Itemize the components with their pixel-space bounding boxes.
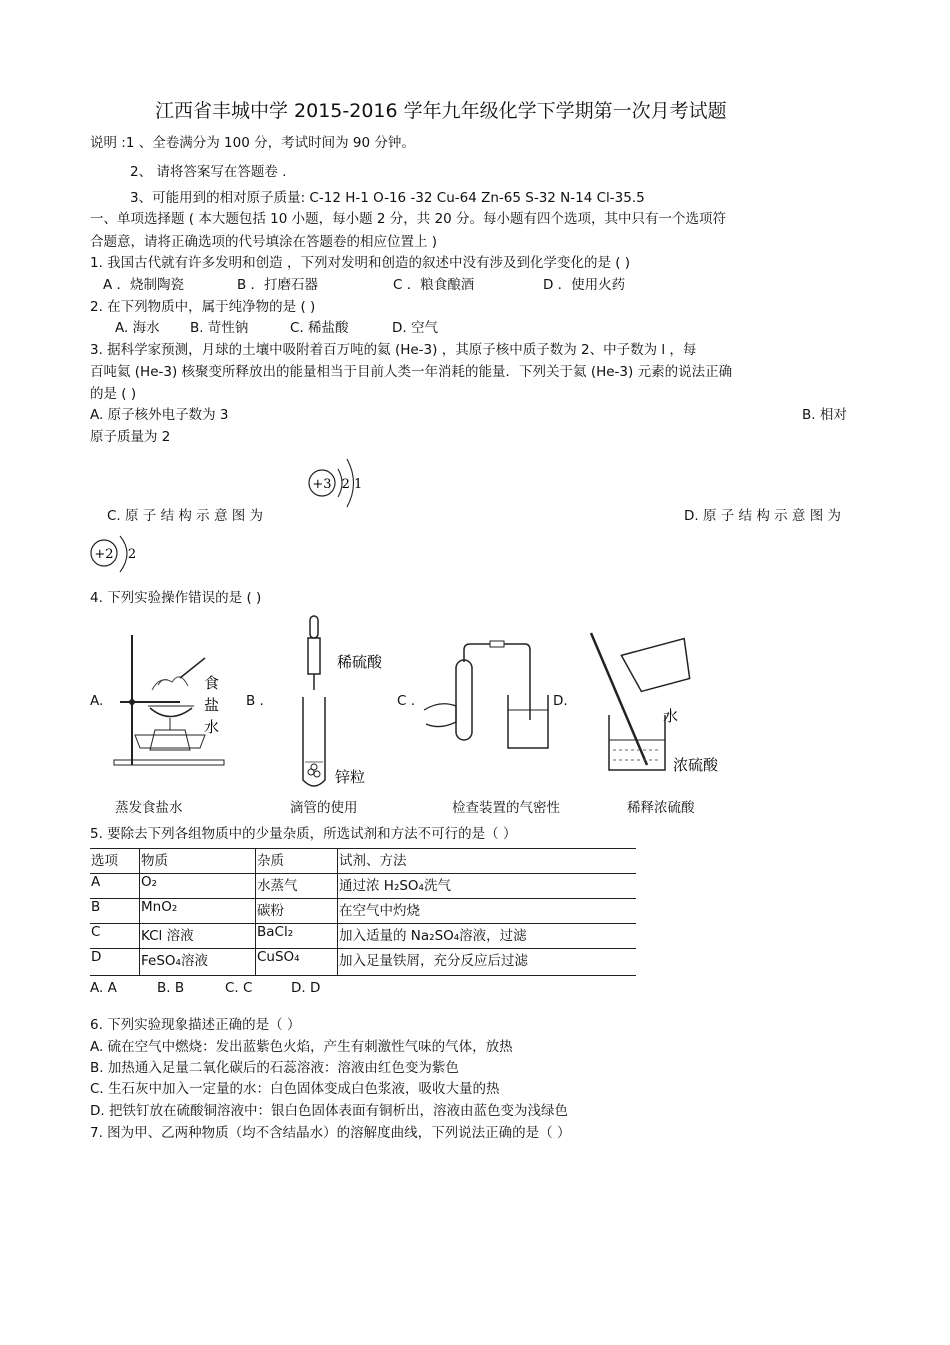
note-2: 2、 请将答案写在答题卷 . (130, 164, 287, 180)
table-cell: C (90, 924, 140, 949)
figure-dropper (295, 612, 405, 792)
question-3-option-c: C. 原 子 结 构 示 意 图 为 (107, 508, 264, 524)
question-3-option-b: B. 相对 (802, 407, 847, 423)
table-cell: CuSO₄ (256, 949, 338, 976)
page-title: 江西省丰城中学 2015-2016 学年九年级化学下学期第一次月考试题 (155, 100, 727, 122)
question-2-option-c: C. 稀盐酸 (290, 320, 349, 336)
section-heading-cont: 合题意，请将正确选项的代号填涂在答题卷的相应位置上 ) (90, 234, 438, 250)
nucleus-label-d: +2 (94, 547, 114, 562)
atom-diagram-c (300, 445, 370, 521)
question-4-stem: 4. 下列实验操作错误的是 ( ) (90, 590, 262, 606)
question-3-line-2: 百吨氦 (He-3) 核聚变所释放出的能量相当于目前人类一年消耗的能量．下列关于氦 (He-3) 元素的说法正确 (90, 364, 733, 380)
question-2-option-a: A. 海水 (115, 320, 160, 336)
table-cell: 碳粉 (256, 899, 338, 924)
figure-a-letter: A. (90, 693, 104, 709)
question-3-line-3: 的是 ( ) (90, 386, 137, 402)
shell-electrons-d: 2 (127, 547, 137, 562)
question-5-option-c: C. C (225, 980, 253, 996)
table-cell: BaCl₂ (256, 924, 338, 949)
table-header: 物质 (140, 849, 256, 874)
table-cell: FeSO₄溶液 (140, 949, 256, 976)
section-heading: 一、单项选择题 ( 本大题包括 10 小题，每小题 2 分，共 20 分。每小题有四个选项，其中只有一个选项符 (90, 211, 727, 227)
table-cell: 在空气中灼烧 (338, 899, 637, 924)
figure-b-letter: B . (246, 693, 264, 709)
figure-dilute-acid (585, 625, 735, 775)
question-6-option-b: B. 加热通入足量二氧化碳后的石蕊溶液：溶液由红色变为紫色 (90, 1060, 459, 1076)
note-1: 说明 :1 、全卷满分为 100 分，考试时间为 90 分钟。 (90, 135, 415, 151)
salt-water-label-1: 食 (204, 674, 220, 692)
table-row (90, 874, 636, 899)
table-cell: KCl 溶液 (140, 924, 256, 949)
figure-airtightness (420, 640, 550, 755)
conc-acid-label: 浓硫酸 (673, 756, 719, 774)
table-cell: 通过浓 H₂SO₄洗气 (338, 874, 637, 899)
question-5-option-d: D. D (291, 980, 321, 996)
dilute-acid-label: 稀硫酸 (337, 653, 383, 671)
table-header: 选项 (90, 849, 140, 874)
question-5-option-b: B. B (157, 980, 185, 996)
question-1-option-d: D ．使用火药 (543, 277, 626, 293)
caption-b: 滴管的使用 (290, 800, 358, 816)
question-2-stem: 2. 在下列物质中，属于纯净物的是 ( ) (90, 299, 316, 315)
question-3-option-b-cont: 原子质量为 2 (90, 429, 171, 445)
table-row (90, 924, 636, 949)
question-2-option-d: D. 空气 (392, 320, 438, 336)
table-header: 杂质 (256, 849, 338, 874)
question-3-option-a: A. 原子核外电子数为 3 (90, 407, 229, 423)
note-3: 3、可能用到的相对原子质量: C-12 H-1 O-16 -32 Cu-64 Zn-65 S-32 N-14 Cl-35.5 (130, 190, 645, 206)
zinc-label: 锌粒 (335, 768, 366, 786)
question-1-option-a: A ．烧制陶瓷 (103, 277, 185, 293)
table-cell: B (90, 899, 140, 924)
caption-c: 检查装置的气密性 (452, 800, 560, 816)
atom-diagram-d (88, 530, 144, 578)
water-label: 水 (663, 707, 679, 725)
impurity-table (90, 848, 636, 976)
table-cell: D (90, 949, 140, 976)
shell-electrons-c: 2 1 (341, 477, 363, 492)
question-6-stem: 6. 下列实验现象描述正确的是（ ） (90, 1017, 301, 1033)
question-5-stem: 5. 要除去下列各组物质中的少量杂质，所选试剂和方法不可行的是（ ） (90, 826, 517, 842)
nucleus-label-c: +3 (312, 477, 332, 492)
table-cell: A (90, 874, 140, 899)
table-cell: 水蒸气 (256, 874, 338, 899)
question-6-option-c: C. 生石灰中加入一定量的水：白色固体变成白色浆液，吸收大量的热 (90, 1081, 500, 1097)
question-6-option-d: D. 把铁钉放在硫酸铜溶液中：银白色固体表面有铜析出，溶液由蓝色变为浅绿色 (90, 1103, 568, 1119)
figure-d-letter: D. (553, 693, 568, 709)
caption-a: 蒸发食盐水 (115, 800, 183, 816)
question-1-stem: 1. 我国古代就有许多发明和创造 ，下列对发明和创造的叙述中没有涉及到化学变化的是 ( ) (90, 255, 631, 271)
question-2-option-b: B. 苛性钠 (190, 320, 249, 336)
question-7-stem: 7. 图为甲、乙两种物质（均不含结晶水）的溶解度曲线，下列说法正确的是（ ） (90, 1125, 571, 1141)
question-3-line-1: 3. 据科学家预测，月球的土壤中吸附着百万吨的氦 (He-3) ，其原子核中质子数为 2、中子数为 l ，每 (90, 342, 697, 358)
table-cell: 加入适量的 Na₂SO₄溶液，过滤 (338, 924, 637, 949)
table-cell: O₂ (140, 874, 256, 899)
salt-water-label-2: 盐 (204, 696, 220, 714)
question-6-option-a: A. 硫在空气中燃烧：发出蓝紫色火焰，产生有刺激性气味的气体，放热 (90, 1039, 513, 1055)
caption-d: 稀释浓硫酸 (627, 800, 695, 816)
table-header: 试剂、方法 (338, 849, 637, 874)
question-5-option-a: A. A (90, 980, 117, 996)
figure-evaporation (110, 630, 235, 770)
table-cell: MnO₂ (140, 899, 256, 924)
question-1-option-b: B ．打磨石器 (237, 277, 319, 293)
figure-c-letter: C . (397, 693, 416, 709)
question-1-option-c: C ．粮食酿酒 (393, 277, 475, 293)
table-row (90, 949, 636, 976)
salt-water-label-3: 水 (204, 718, 220, 736)
table-header-row (90, 849, 636, 874)
question-3-option-d: D. 原 子 结 构 示 意 图 为 (684, 508, 842, 524)
table-row (90, 899, 636, 924)
table-cell: 加入足量铁屑，充分反应后过滤 (338, 949, 637, 976)
